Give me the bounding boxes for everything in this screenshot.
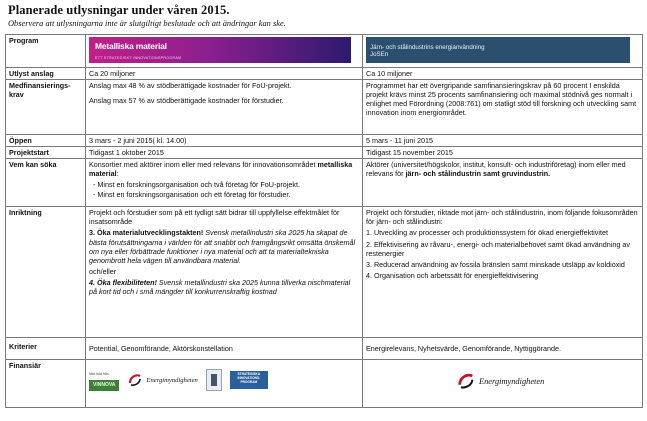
utlyst-left: Ca 20 miljoner [86,68,363,80]
inriktning-left [86,207,363,338]
vem-right [363,159,643,207]
vinnova-gate-logo-icon [206,369,222,391]
inriktning-left-p1: Projekt och förstudier som på ett tydligt sätt bidrar till uppfyllelse effektmålet för insatsområde [89,208,340,227]
vinnova-logo-caption: Med stöd från [89,371,109,376]
row-inriktning [6,207,643,338]
banner-left-subtitle: ETT STRATEGISKT INNOVATIONSPROGRAM [95,56,182,60]
vinnova-logo-text: VINNOVA [89,380,119,391]
vem-left [86,159,363,207]
vem-left-p1-bold: metalliska material [89,160,353,179]
label-inriktning: Inriktning [6,207,86,338]
josen-banner [366,37,630,63]
strategiska-innovationsprogram-logo-icon: STRATEGISKA INNOVATIONS- PROGRAM [230,371,268,389]
program-left-cell [86,35,363,68]
banner-right-text [370,44,485,59]
inriktning-left-p3 [89,278,359,296]
energimyndigheten-swirl-icon [127,372,143,388]
banner-right-line1: Järn- och stålindustrins energianvändning [370,44,485,51]
vinnova-logo-icon [89,370,119,391]
row-program [6,35,643,68]
inriktning-p3-bold: 4. Öka flexibiliteten! [89,277,157,287]
row-finansiar [6,360,643,408]
page-subtitle: Observera att utlysningarna inte är slutgiltigt beslutade och att ändringar kan ske. [8,19,286,28]
energimyndigheten-logo-text-left: Energimyndigheten [146,376,198,384]
program-right-cell [363,35,643,68]
kriterier-left: Potential, Genomförande, Aktörskonstellation [86,338,363,360]
medfin-left-p1: Anslag max 48 % av stödberättigade kostnader för FoU-projekt. [89,81,292,91]
label-program: Program [6,35,86,68]
label-utlyst: Utlyst anslag [6,68,86,80]
vem-left-bullet-1: - Minst en forskningsorganisation och två företag för FoU-projekt. [93,180,300,190]
label-oppen: Öppen [6,135,86,147]
inriktning-p2-italic: Svensk metallindustri ska 2025 ha skapat de bästa förutsättningarna i världen för att snabbt och framgångsrikt omsätta önskemål om nya eller förbättrade funktioner i nya material och att ta materialtekniska genombrott hela vägen till användbara material. [89,228,356,265]
finansiar-left [86,360,363,408]
inriktning-right-item-4: 4. Organisation och arbetssätt för energieffektivisering [366,270,539,280]
vem-left-p1 [89,160,359,178]
metalliska-material-banner [89,37,351,63]
medfin-left-p2: Anslag max 57 % av stödberättigade kostnader för förstudier. [89,96,284,106]
banner-left-title: Metalliska material [95,41,167,51]
finansiar-right [363,360,643,408]
label-medfin-line2: krav [9,90,24,100]
vem-left-p1-text: Konsortier med aktörer inom eller med relevans för innovationsområdet [89,160,316,170]
oppen-left: 3 mars - 2 juni 2015( kl. 14.00) [86,135,363,147]
inriktning-p2-bold: 3. Öka materialutvecklingstakten! [89,228,204,238]
inriktning-right-intro: Projekt och förstudier, riktade mot järn- och stålindustrin, inom följande fokusområden för järn- och stålindustri: [366,208,638,227]
inriktning-left-p2 [89,228,359,264]
calls-table [5,34,643,408]
energimyndigheten-logo-icon [127,372,197,388]
energimyndigheten-logo-text-right: Energimyndigheten [479,376,545,386]
banner-right-line2: JoSEn [370,51,389,59]
label-medfin-line1: Medfinansierings- [9,81,71,91]
vem-left-bullet-2: - Minst en forskningsorganisation och ett företag för förstudier. [93,189,291,199]
inriktning-right-item-3: 3. Reducerad användning av fossila bränslen samt minskade utsläpp av koldioxid [366,259,625,269]
row-kriterier [6,338,643,360]
kriterier-right: Energirelevans, Nyhetsvärde, Genomförande, Nyttiggörande. [363,338,643,360]
inriktning-right-item-1: 1. Utveckling av processer och produktionssystem för ökad energieffektivitet [366,228,608,238]
inriktning-left-or: och/eller [89,266,117,276]
row-vem [6,159,643,207]
funder-logo-right [366,361,639,391]
label-finansiar: Finansiär [6,360,86,408]
oppen-right: 5 mars - 11 juni 2015 [363,135,643,147]
row-oppen [6,135,643,147]
label-projektstart: Projektstart [6,147,86,159]
label-medfin [6,80,86,135]
row-projektstart [6,147,643,159]
label-vem: Vem kan söka [6,159,86,207]
utlyst-right: Ca 10 miljoner [363,68,643,80]
page-title: Planerade utlysningar under våren 2015. [8,3,230,17]
funder-logos [89,361,359,391]
energimyndigheten-swirl-icon-right [456,371,476,391]
row-medfin [6,80,643,135]
row-utlyst [6,68,643,80]
inriktning-right [363,207,643,338]
vem-left-p1-end: : [116,169,119,179]
vem-right-plain: Aktörer (universitet/högskolor, institut, konsult- och industriföretag) inom eller med relevans för [366,160,626,179]
energimyndigheten-logo-icon-right [456,371,544,391]
medfin-left [86,80,363,135]
inriktning-p3-italic: Svensk metallindustri ska 2025 kunna tillverka nischmaterial på kort tid och i små mängder till konkurrenskraftig kostnad [89,277,351,297]
inriktning-right-item-2: 2. Effektivisering av råvaru-, energi- och materialbehovet samt ökad användning av restenergier [366,239,630,258]
projektstart-left: Tidigast 1 oktober 2015 [86,147,363,159]
medfin-right: Programmet har ett övergripande samfinansieringskrav på 60 procent I enskilda projekt krävs minst 25 procents samfinansiering och maximal stödnivå ges normalt i enlighet med Förordning (2008:761) om statligt stöd till forskning och utveckling samt innovation inom energiområdet. [363,80,643,135]
label-kriterier: Kriterier [6,338,86,360]
vem-right-bold: järn- och stålindustrin samt gruvindustrin. [405,169,551,179]
projektstart-right: Tidigast 15 november 2015 [363,147,643,159]
